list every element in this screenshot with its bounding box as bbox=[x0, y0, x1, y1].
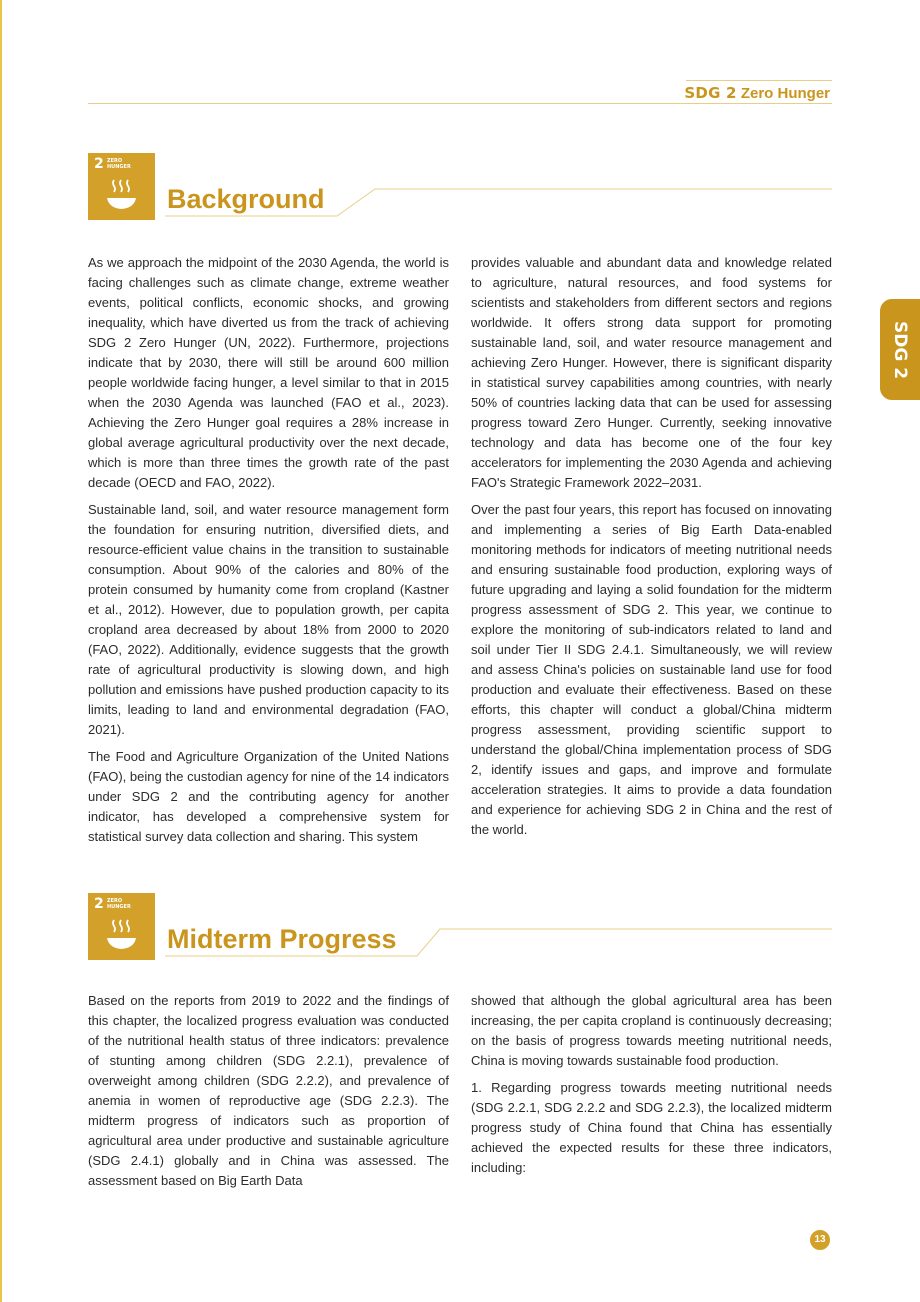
title-underline-decoration bbox=[165, 180, 832, 220]
section-title-midterm-progress: Midterm Progress bbox=[167, 924, 397, 954]
header-rule bbox=[88, 103, 832, 104]
page-number: 13 bbox=[810, 1230, 830, 1250]
side-chapter-tab bbox=[880, 299, 920, 400]
icon-label: ZERO HUNGER bbox=[107, 158, 131, 170]
paragraph: As we approach the midpoint of the 2030 Agenda, the world is facing challenges such as climate change, extreme weather events, political conflicts, economic shocks, and growing inequality, which have diverted us from the track of achieving SDG 2 Zero Hunger (UN, 2022). Furthermore, projections indicate that by 2030, there will still be around 600 million people worldwide facing hunger, a level similar to that in 2015 when the 2030 Agenda was launched (FAO et al., 2023). Achieving the Zero Hunger goal requires a 28% increase in global average agricultural productivity over the next decade, which is more than three times the growth rate of the past decade (OECD and FAO, 2022). bbox=[88, 255, 449, 490]
header-title-text: Zero Hunger bbox=[736, 85, 830, 102]
paragraph: Based on the reports from 2019 to 2022 and the findings of this chapter, the localized progress evaluation was conducted of the nutritional health status of three indicators: prevalence of stunting among children (SDG 2.2.1), prevalence of overweight among children (SDG 2.2.2), and prevalence of anemia in women of reproductive age (SDG 2.2.3). The midterm progress of indicators such as proportion of agricultural area under productive and sustainable agriculture (SDG 2.4.1) globally and in China was assessed. The assessment based on Big Earth Data bbox=[88, 993, 449, 1188]
icon-label: ZERO HUNGER bbox=[107, 898, 131, 910]
title-underline-decoration bbox=[165, 920, 832, 960]
background-left-column bbox=[88, 253, 449, 854]
bowl-icon bbox=[88, 153, 155, 220]
icon-number: 2 bbox=[94, 896, 104, 912]
paragraph: Sustainable land, soil, and water resource management form the foundation for ensuring nutrition, diversified diets, and resource-efficient value chains in the transition to sustainable consumption. About 90% of the calories and 80% of the protein consumed by humanity come from cropland (Kastner et al., 2012). However, due to population growth, per capita cropland area decreased by about 18% from 2000 to 2020 (FAO, 2022). Additionally, evidence suggests that the growth rate of agricultural productivity is slowing down, and high pollution and emissions have pushed production capacity to its limits, leading to land and environmental degradation (FAO, 2021). bbox=[88, 502, 449, 737]
paragraph: provides valuable and abundant data and knowledge related to agriculture, natural resources, and food systems for scientists and stakeholders from different sectors and regions worldwide. It offers strong data support for promoting sustainable land, soil, and water resource management and achieving Zero Hunger. However, there is significant disparity in statistical survey capabilities among countries, with nearly 50% of countries lacking data that can be used for assessing progress toward Zero Hunger. Currently, seeking innovative technology and data has become one of the four key accelerators for implementing the 2030 Agenda and achieving FAO's Strategic Framework 2022–2031. bbox=[471, 255, 832, 490]
left-edge-rule bbox=[0, 0, 2, 1302]
bowl-icon bbox=[88, 893, 155, 960]
zero-hunger-icon bbox=[88, 893, 155, 960]
paragraph: showed that although the global agricultural area has been increasing, the per capita cropland is continuously decreasing; on the basis of progress towards meeting nutritional needs, China is moving towards sustainable food production. bbox=[471, 993, 832, 1068]
header-rule-top bbox=[686, 80, 832, 81]
midterm-left-column bbox=[88, 991, 449, 1198]
icon-number: 2 bbox=[94, 156, 104, 172]
section-title-background: Background bbox=[167, 184, 325, 214]
background-right-column bbox=[471, 253, 832, 847]
running-header bbox=[684, 84, 830, 102]
side-tab-label: SDG 2 bbox=[890, 320, 910, 379]
midterm-right-column bbox=[471, 991, 832, 1185]
paragraph: The Food and Agriculture Organization of the United Nations (FAO), being the custodian agency for nine of the 14 indicators under SDG 2 and the contributing agency for another indicator, has developed a comprehensive system for statistical survey data collection and sharing. This system bbox=[88, 749, 449, 844]
zero-hunger-icon bbox=[88, 153, 155, 220]
paragraph: 1. Regarding progress towards meeting nutritional needs (SDG 2.2.1, SDG 2.2.2 and SDG 2.2.3), the localized midterm progress study of China found that China has essentially achieved the expected results for these three indicators, including: bbox=[471, 1080, 832, 1175]
paragraph: Over the past four years, this report has focused on innovating and implementing a series of Big Earth Data-enabled monitoring methods for indicators of meeting nutritional needs and ensuring sustainable food production, exploring ways of future upgrading and laying a solid foundation for the midterm progress assessment of SDG 2. This year, we continue to explore the monitoring of sub-indicators related to land and soil under Tier II SDG 2.4.1. Simultaneously, we will review and assess China's policies on sustainable land use for food production and evaluate their effectiveness. Based on these efforts, this chapter will conduct a global/China midterm progress assessment, providing scientific support to understand the global/China implementation process of SDG 2, identify issues and gaps, and improve and formulate acceleration strategies. It aims to provide a data foundation and experience for achieving SDG 2 in China and the rest of the world. bbox=[471, 502, 832, 837]
header-sdg-label: SDG 2 bbox=[684, 84, 737, 102]
